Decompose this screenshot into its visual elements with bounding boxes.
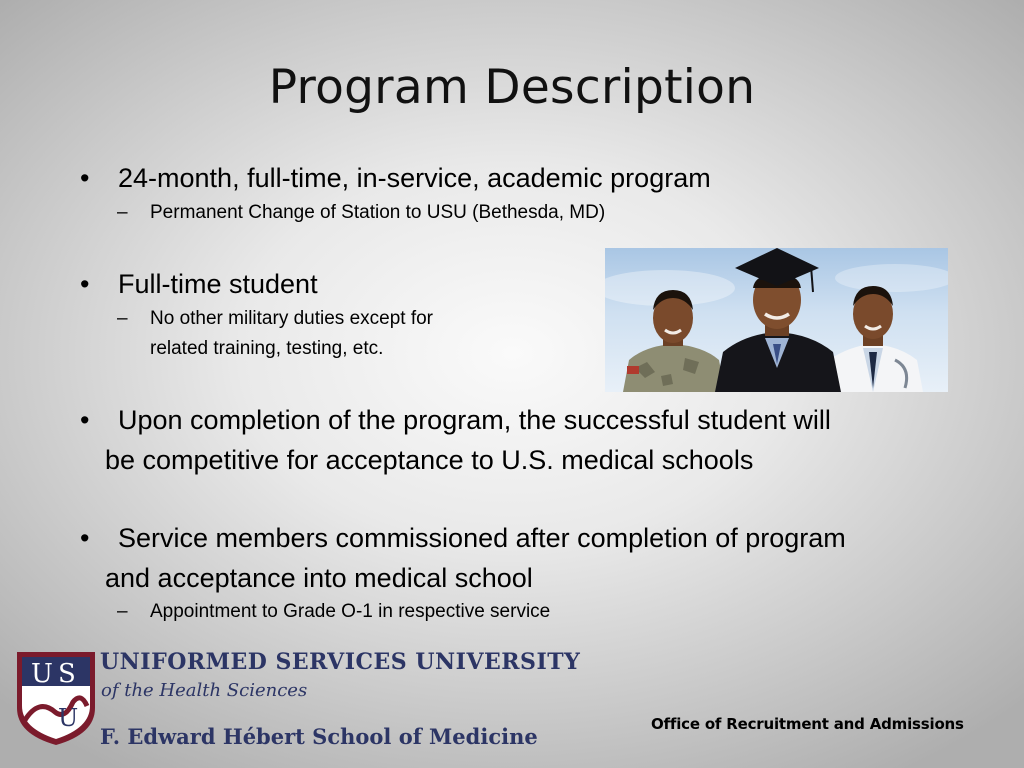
logo-university-name: UNIFORMED SERVICES UNIVERSITY <box>100 649 581 675</box>
usu-shield-icon <box>15 650 97 746</box>
svg-text:U: U <box>58 704 79 732</box>
bullet-dot: • <box>80 405 90 435</box>
bullet-3-line2: be competitive for acceptance to U.S. medical schools <box>105 445 754 475</box>
bullet-3 <box>80 400 980 480</box>
bullet-2-sub-line2: related training, testing, etc. <box>150 338 384 359</box>
bullet-1-sub-text: Permanent Change of Station to USU (Bethesda, MD) <box>150 202 606 223</box>
logo-subtitle: of the Health Sciences <box>101 680 308 701</box>
bullet-4-line2: and acceptance into medical school <box>105 563 533 593</box>
students-illustration <box>605 248 948 392</box>
bullet-1-sub <box>117 198 605 228</box>
svg-text:S: S <box>58 659 76 689</box>
bullet-dot: • <box>80 269 90 299</box>
bullet-2-sub <box>117 304 433 364</box>
bullet-1 <box>80 158 980 198</box>
bullet-dot: • <box>80 523 90 553</box>
sub-dash: – <box>117 202 128 223</box>
bullet-2-text: Full-time student <box>118 269 318 299</box>
students-photo <box>605 248 948 392</box>
bullet-3-line1: Upon completion of the program, the successful student will <box>118 405 831 435</box>
bullet-2-sub-line1: No other military duties except for <box>150 308 434 329</box>
bullet-4 <box>80 518 980 598</box>
shield-letters: U <box>31 659 53 689</box>
sub-dash: – <box>117 601 128 622</box>
slide-title: Program Description <box>268 60 756 115</box>
bullet-4-sub-text: Appointment to Grade O-1 in respective service <box>150 601 551 622</box>
bullet-dot: • <box>80 163 90 193</box>
sub-dash: – <box>117 308 128 329</box>
logo-school-name: F. Edward Hébert School of Medicine <box>100 724 538 749</box>
bullet-4-line1: Service members commissioned after completion of program <box>118 523 846 553</box>
footer-office: Office of Recruitment and Admissions <box>651 715 964 733</box>
bullet-1-text: 24-month, full-time, in-service, academic program <box>118 163 711 193</box>
bullet-4-sub <box>117 597 550 627</box>
